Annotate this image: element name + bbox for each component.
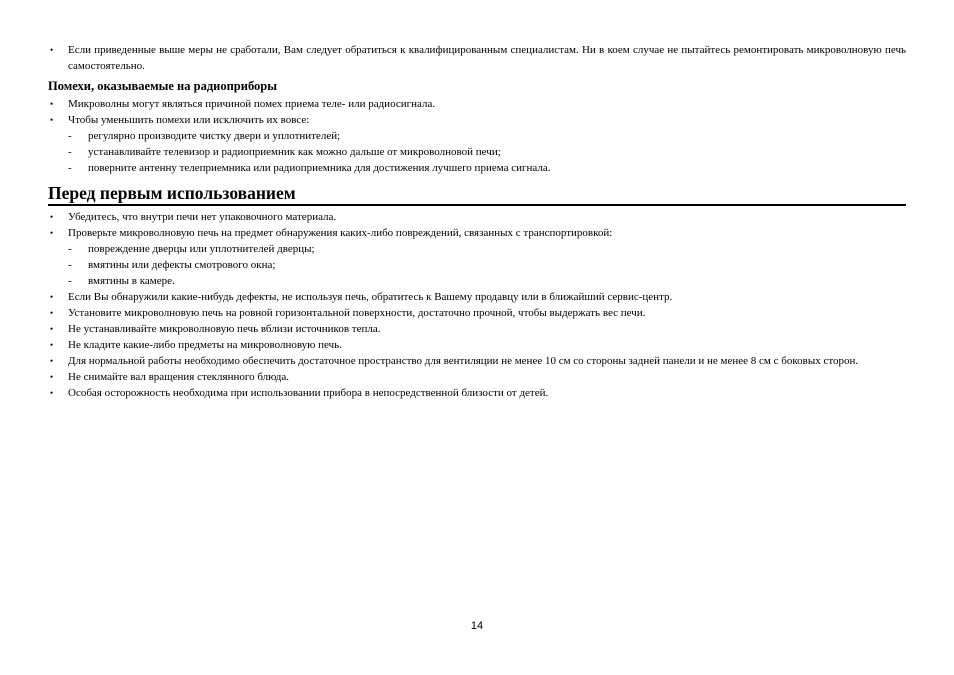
before-use-bullet-list: [48, 209, 906, 241]
sub-list-item-text: устанавливайте телевизор и радиоприемник как можно дальше от микроволновой печи;: [88, 146, 501, 158]
sub-list-item: [68, 160, 906, 176]
sub-list-item: [68, 241, 906, 257]
list-item: [48, 385, 906, 401]
list-item: [48, 337, 906, 353]
list-item-text: Не кладите какие-либо предметы на микроволновую печь.: [68, 339, 342, 351]
list-item-text: Особая осторожность необходима при использовании прибора в непосредственной близости от детей.: [68, 387, 549, 399]
bullet-glyph: •: [50, 212, 54, 222]
dash-glyph: -: [68, 146, 72, 158]
bullet-glyph: •: [50, 356, 54, 366]
bullet-glyph: •: [50, 372, 54, 382]
bullet-glyph: •: [50, 99, 54, 109]
interference-heading: Помехи, оказываемые на радиоприборы: [48, 79, 277, 93]
page-number: 14: [470, 620, 484, 632]
list-item-text: Микроволны могут являться причиной помех приема теле- или радиосигнала.: [68, 98, 436, 110]
bullet-glyph: •: [50, 340, 54, 350]
list-item: [48, 225, 906, 241]
sub-list-item-text: вмятины в камере.: [88, 275, 175, 287]
sub-list-item-text: повреждение дверцы или уплотнителей дверцы;: [88, 243, 315, 255]
dash-glyph: -: [68, 259, 72, 271]
before-use-heading: Перед первым использованием: [48, 182, 906, 206]
bullet-glyph: •: [50, 228, 54, 238]
damage-sub-list: [48, 241, 906, 289]
dash-glyph: -: [68, 275, 72, 287]
sub-list-item: [68, 128, 906, 144]
list-item: [48, 209, 906, 225]
interference-bullet-list: [48, 96, 906, 128]
before-use-rest-list: [48, 289, 906, 401]
bullet-glyph: •: [50, 292, 54, 302]
sub-list-item-text: поверните антенну телеприемника или радиоприемника для достижения лучшего приема сигнала.: [88, 162, 551, 174]
list-item-text: Проверьте микроволновую печь на предмет обнаружения каких-либо повреждений, связанных с транспортировкой:: [68, 227, 613, 239]
list-item-text: Не устанавливайте микроволновую печь вблизи источников тепла.: [68, 323, 381, 335]
list-item: [48, 96, 906, 112]
sub-list-item: [68, 257, 906, 273]
bullet-glyph: •: [50, 324, 54, 334]
bullet-glyph: •: [50, 45, 54, 55]
dash-glyph: -: [68, 130, 72, 142]
list-item-text: Если Вы обнаружили какие-нибудь дефекты, не используя печь, обратитесь к Вашему продавцу или в ближайший сервис-центр.: [68, 291, 673, 303]
sub-list-item-text: регулярно производите чистку двери и уплотнителей;: [88, 130, 341, 142]
list-item-text: Для нормальной работы необходимо обеспечить достаточное пространство для вентиляции не менее 10 см со стороны задней панели и не менее 8 см с боковых сторон.: [68, 355, 859, 367]
list-item: [48, 353, 906, 369]
top-bullet-list: [48, 42, 906, 74]
list-item: [48, 369, 906, 385]
sub-list-item-text: вмятины или дефекты смотрового окна;: [88, 259, 276, 271]
list-item: [48, 305, 906, 321]
sub-list-item: [68, 273, 906, 289]
sub-list-item: [68, 144, 906, 160]
list-item-text: Если приведенные выше меры не сработали, Вам следует обратиться к квалифицированным специалистам. Ни в коем случае не пытайтесь ремонтировать микроволновую печь самостоятельно.: [68, 44, 906, 72]
page-content: [48, 42, 906, 401]
list-item-text: Установите микроволновую печь на ровной горизонтальной поверхности, достаточно прочной, чтобы выдержать вес печи.: [68, 307, 646, 319]
bullet-glyph: •: [50, 115, 54, 125]
bullet-glyph: •: [50, 388, 54, 398]
dash-glyph: -: [68, 162, 72, 174]
list-item: [48, 321, 906, 337]
dash-glyph: -: [68, 243, 72, 255]
list-item-text: Убедитесь, что внутри печи нет упаковочного материала.: [68, 211, 337, 223]
list-item: [48, 289, 906, 305]
list-item-text: Чтобы уменьшить помехи или исключить их вовсе:: [68, 114, 310, 126]
interference-sub-list: [48, 128, 906, 176]
list-item-text: Не снимайте вал вращения стеклянного блюда.: [68, 371, 290, 383]
list-item: [48, 112, 906, 128]
list-item: [48, 42, 906, 74]
bullet-glyph: •: [50, 308, 54, 318]
